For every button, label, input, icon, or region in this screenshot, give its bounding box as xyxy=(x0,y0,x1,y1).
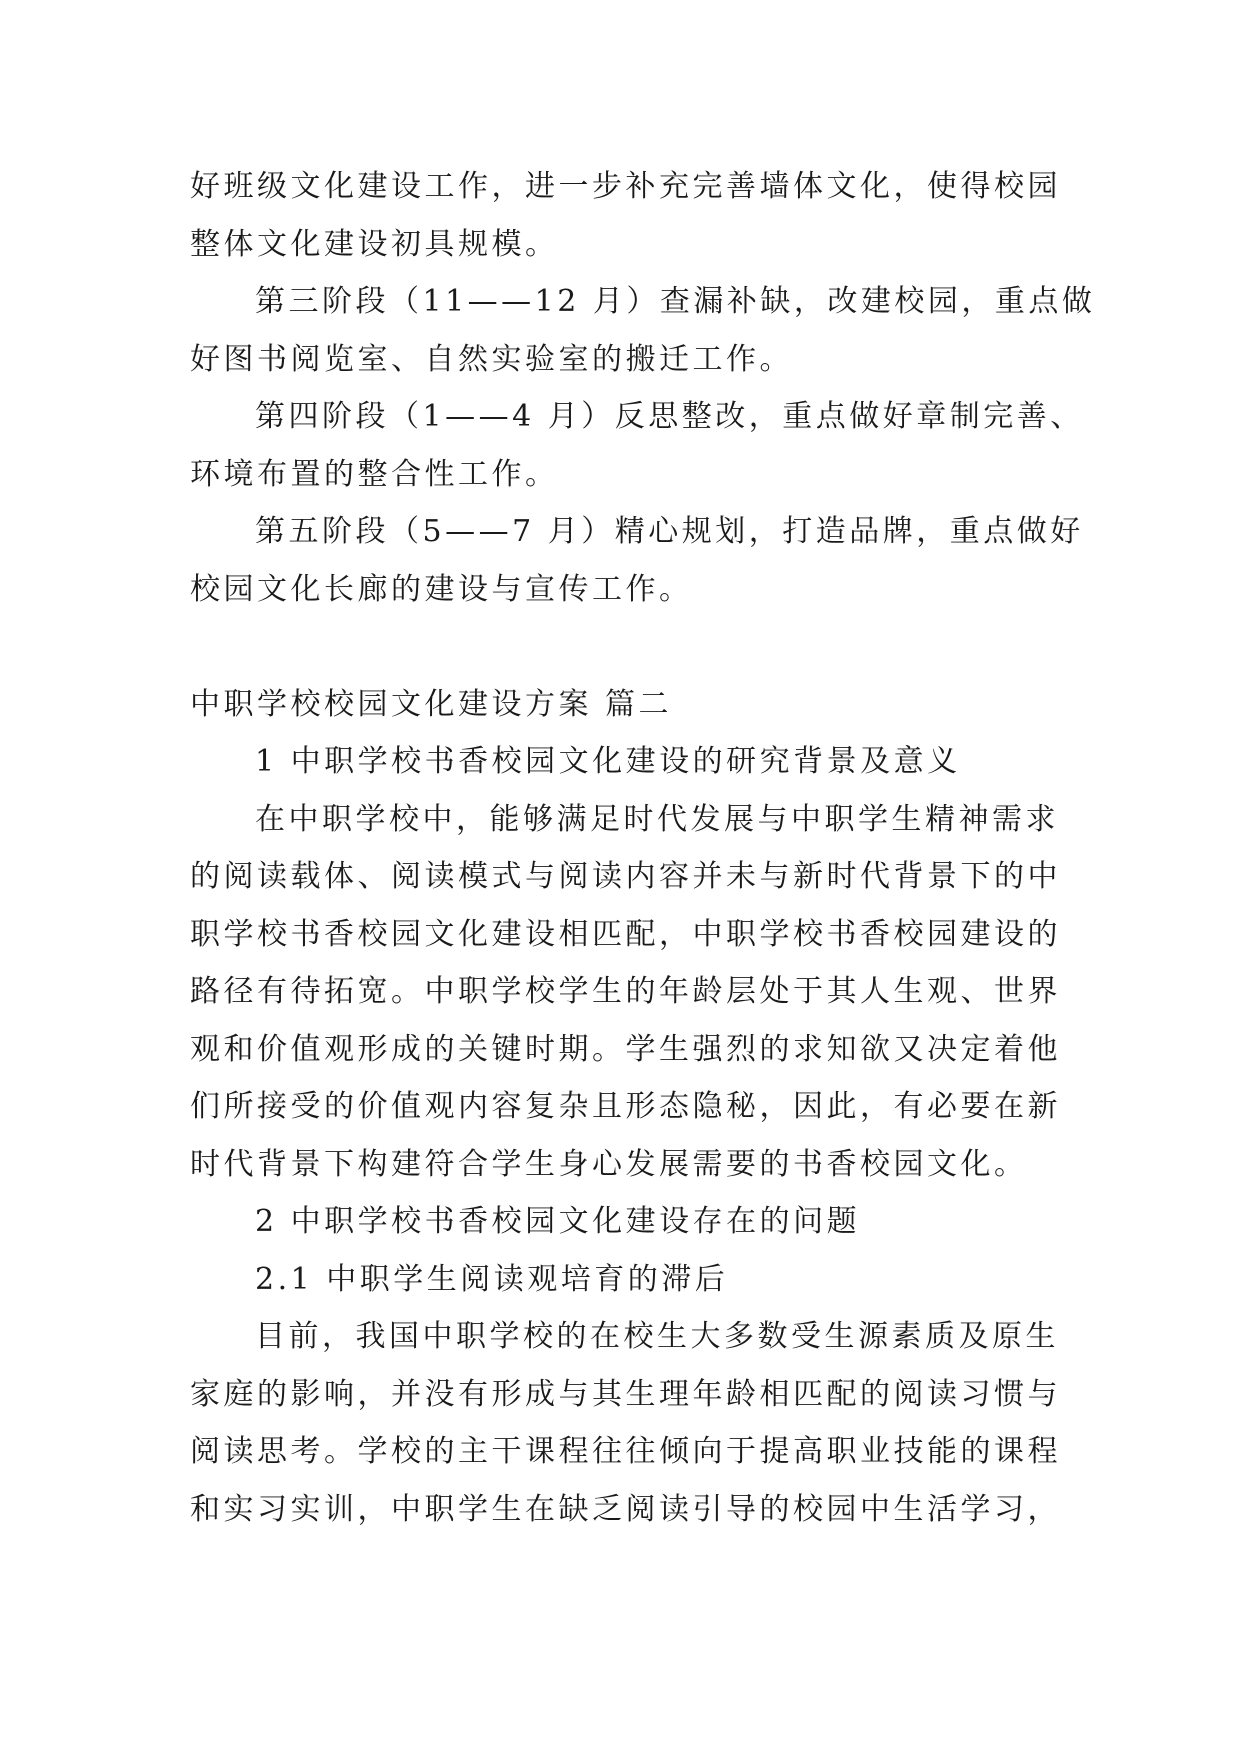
text-line: 家庭的影响，并没有形成与其生理年龄相匹配的阅读习惯与 xyxy=(190,1376,1061,1412)
section-title: 中职学校校园文化建设方案 篇二 xyxy=(190,686,673,722)
heading-1: 1 中职学校书香校园文化建设的研究背景及意义 xyxy=(255,744,961,779)
paragraph-problem xyxy=(190,1308,1061,1538)
document-body xyxy=(190,158,1096,1538)
text-line: 职学校书香校园文化建设相匹配，中职学校书香校园建设的 xyxy=(190,916,1061,952)
text-line: 校园文化长廊的建设与宣传工作。 xyxy=(190,571,693,607)
text-line: 和实习实训，中职学生在缺乏阅读引导的校园中生活学习， xyxy=(190,1491,1061,1527)
text-line: 第三阶段（11——12 月）查漏补缺，改建校园，重点做 xyxy=(255,284,1096,319)
paragraph-stage-five xyxy=(190,503,1084,618)
text-line: 整体文化建设初具规模。 xyxy=(190,226,559,262)
text-line: 观和价值观形成的关键时期。学生强烈的求知欲又决定着他 xyxy=(190,1031,1061,1067)
text-line: 目前，我国中职学校的在校生大多数受生源素质及原生 xyxy=(255,1319,1059,1354)
blank-line xyxy=(190,618,1050,676)
paragraph-background xyxy=(190,791,1061,1194)
text-line: 第四阶段（1——4 月）反思整改，重点做好章制完善、 xyxy=(255,399,1084,434)
text-line: 好班级文化建设工作，进一步补充完善墙体文化，使得校园 xyxy=(190,169,1061,204)
heading-2-1: 2.1 中职学生阅读观培育的滞后 xyxy=(255,1261,729,1297)
text-line: 路径有待拓宽。中职学校学生的年龄层处于其人生观、世界 xyxy=(190,974,1061,1009)
text-line: 环境布置的整合性工作。 xyxy=(190,456,559,492)
text-line: 在中职学校中，能够满足时代发展与中职学生精神需求 xyxy=(255,801,1059,837)
paragraph-stage-three xyxy=(190,273,1096,388)
text-line: 时代背景下构建符合学生身心发展需要的书香校园文化。 xyxy=(190,1146,1028,1182)
heading-2: 2 中职学校书香校园文化建设存在的问题 xyxy=(255,1204,861,1239)
text-line: 们所接受的价值观内容复杂且形态隐秘，因此，有必要在新 xyxy=(190,1089,1061,1124)
text-line: 阅读思考。学校的主干课程往往倾向于提高职业技能的课程 xyxy=(190,1434,1061,1469)
text-line: 好图书阅览室、自然实验室的搬迁工作。 xyxy=(190,341,793,377)
paragraph-stage-four xyxy=(190,388,1084,503)
text-line: 的阅读载体、阅读模式与阅读内容并未与新时代背景下的中 xyxy=(190,859,1061,894)
text-line: 第五阶段（5——7 月）精心规划，打造品牌，重点做好 xyxy=(255,514,1084,549)
paragraph-continuation xyxy=(190,158,1061,273)
